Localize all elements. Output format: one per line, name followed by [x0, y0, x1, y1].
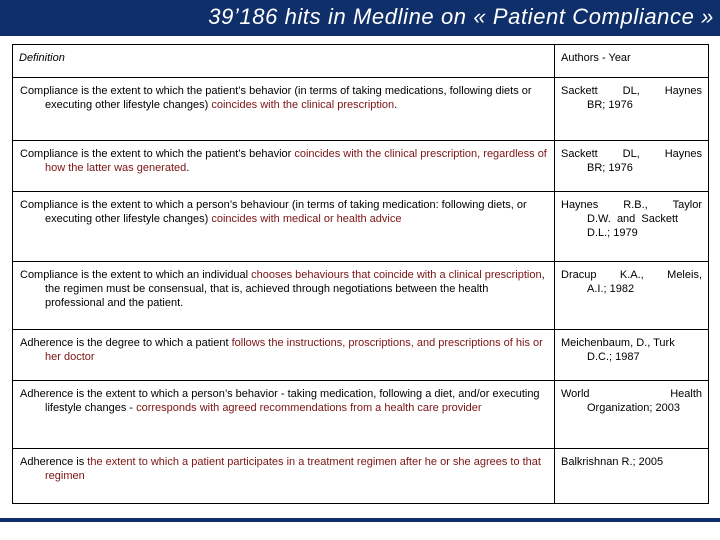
- definition-cell: [13, 330, 555, 381]
- definition-cell: [13, 141, 555, 192]
- authors-continuation-line: D.L.; 1979: [587, 227, 638, 239]
- definition-cell: [13, 262, 555, 330]
- definition-plain-text: Compliance is the extent to which a person’s behaviour (in terms of taking medication: following diets, or executing other lifestyle changes): [20, 199, 527, 225]
- slide-title: 39’186 hits in Medline on « Patient Compliance »: [208, 4, 714, 29]
- header-definition: Definition: [13, 45, 555, 78]
- definition-plain-text: Compliance is the extent to which an individual: [20, 269, 252, 281]
- author-word: DL,: [622, 85, 640, 97]
- definition-text: [19, 455, 548, 483]
- author-word: Haynes: [664, 85, 702, 97]
- authors-continuation-line: D.C.; 1987: [587, 351, 640, 363]
- author-word: Haynes: [664, 148, 702, 160]
- definition-text: [19, 84, 548, 112]
- definition-highlight-text: coincides with the clinical prescription, regardless of how the latter was generated: [45, 148, 547, 174]
- author-word: R.B.,: [623, 199, 648, 211]
- authors-continuation-line: BR; 1976: [587, 99, 633, 111]
- definition-cell: [13, 78, 555, 141]
- authors-first-line: [561, 336, 702, 350]
- table-row: [13, 449, 709, 504]
- definition-plain-text: Adherence is: [20, 456, 88, 468]
- definition-cell: [13, 449, 555, 504]
- table-row: [13, 330, 709, 381]
- definition-highlight-text: coincides with medical or health advice: [211, 213, 402, 225]
- authors-cell: [555, 141, 709, 192]
- author-word: Dracup: [561, 269, 597, 281]
- definition-trailing-text: .: [394, 99, 398, 111]
- table-row: [13, 141, 709, 192]
- definition-text: [19, 147, 548, 175]
- definition-text: [19, 387, 548, 415]
- definition-trailing-text: , the regimen must be consensual, that is, achieved through negotiations between the health professional and the patient.: [45, 269, 545, 309]
- author-word: Haynes: [561, 199, 599, 211]
- authors-continuation-line: D.W. and Sackett: [587, 213, 679, 225]
- author-word: Meleis,: [667, 269, 702, 281]
- authors-cell: [555, 192, 709, 262]
- author-word: K.A.,: [619, 269, 644, 281]
- definition-highlight-text: chooses behaviours that coincide with a clinical prescription: [251, 269, 542, 281]
- title-bar: [0, 0, 720, 36]
- authors-cell: [555, 262, 709, 330]
- definition-cell: [13, 381, 555, 449]
- authors-continuation-line: Organization; 2003: [587, 402, 680, 414]
- authors-first-line: [561, 455, 702, 469]
- authors-continuation-line: A.I.; 1982: [587, 283, 635, 295]
- definition-plain-text: Compliance is the extent to which the patient’s behavior (in terms of taking medications, following diets or executing other lifestyle changes): [20, 85, 532, 111]
- table-row: [13, 262, 709, 330]
- definition-highlight-text: follows the instructions, proscriptions, and prescriptions of his or her doctor: [45, 337, 543, 363]
- definition-highlight-text: the extent to which a patient participates in a treatment regimen after he or she agrees to that regimen: [45, 456, 541, 482]
- author-word: World: [561, 388, 590, 400]
- authors-cell: [555, 381, 709, 449]
- author-word: Health: [670, 388, 702, 400]
- definition-trailing-text: .: [186, 162, 190, 174]
- definitions-table-wrapper: [12, 44, 708, 504]
- author-word: Sackett: [561, 148, 598, 160]
- author-word: Balkrishnan R.; 2005: [561, 456, 664, 468]
- definition-highlight-text: corresponds with agreed recommendations from a health care provider: [136, 402, 482, 414]
- authors-cell: [555, 78, 709, 141]
- table-row: [13, 192, 709, 262]
- definition-highlight-text: coincides with the clinical prescription: [211, 99, 395, 111]
- author-word: DL,: [622, 148, 640, 160]
- definition-plain-text: Adherence is the degree to which a patient: [20, 337, 232, 349]
- author-word: Meichenbaum, D., Turk: [561, 337, 675, 349]
- definition-text: [19, 198, 548, 226]
- definition-plain-text: Compliance is the extent to which the patient’s behavior: [20, 148, 295, 160]
- definition-text: [19, 268, 548, 310]
- author-word: Taylor: [672, 199, 702, 211]
- definition-cell: [13, 192, 555, 262]
- definitions-table: [12, 44, 709, 504]
- authors-first-line: [561, 268, 702, 282]
- authors-first-line: [561, 387, 702, 401]
- authors-cell: [555, 330, 709, 381]
- authors-cell: [555, 449, 709, 504]
- authors-first-line: [561, 198, 702, 212]
- table-header-row: [13, 45, 709, 78]
- header-authors: Authors - Year: [555, 45, 709, 78]
- authors-continuation-line: BR; 1976: [587, 162, 633, 174]
- author-word: Sackett: [561, 85, 598, 97]
- table-row: [13, 78, 709, 141]
- table-row: [13, 381, 709, 449]
- bottom-rule: [0, 518, 720, 522]
- definition-text: [19, 336, 548, 364]
- authors-first-line: [561, 84, 702, 98]
- definition-plain-text: Adherence is the extent to which a person’s behavior - taking medication, following a diet, and/or executing lifestyle changes -: [20, 388, 540, 414]
- authors-first-line: [561, 147, 702, 161]
